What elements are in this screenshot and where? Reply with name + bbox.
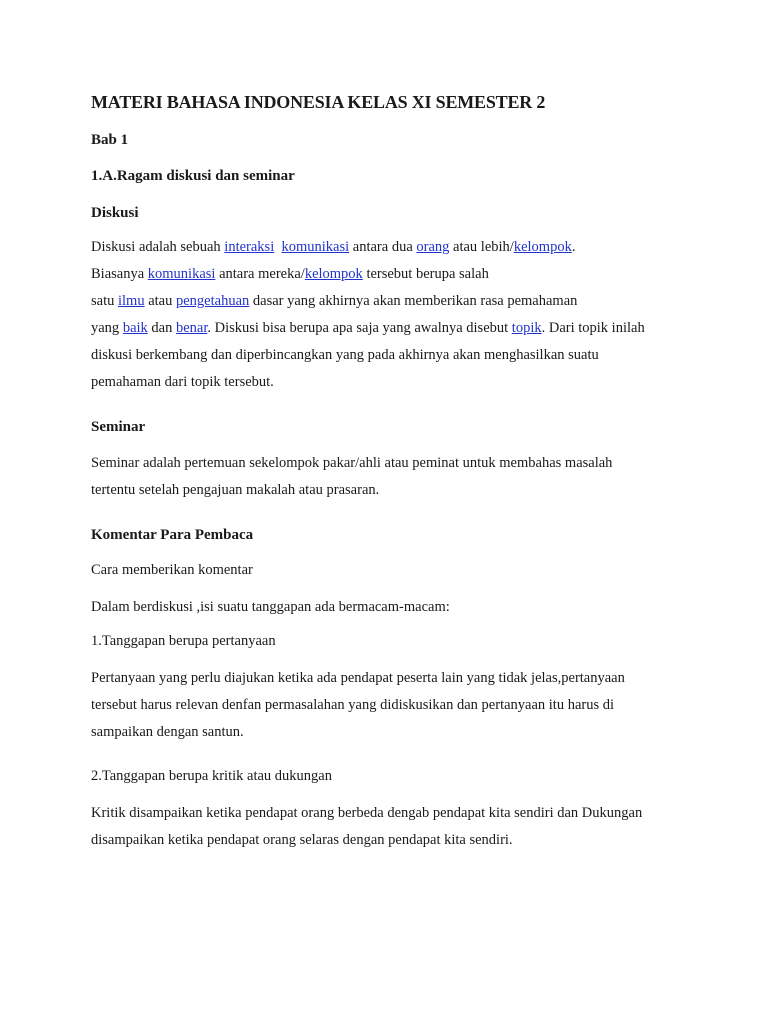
text-run: Diskusi adalah sebuah bbox=[91, 239, 225, 255]
tanggapan-1-line-3: sampaikan dengan santun. bbox=[91, 724, 244, 740]
text-run: yang bbox=[91, 320, 123, 336]
link-komunikasi-2[interactable]: komunikasi bbox=[147, 266, 216, 282]
tanggapan-1-line-2: tersebut harus relevan denfan permasalahan yang didiskusikan dan pertanyaan itu harus di bbox=[91, 697, 615, 713]
text-run: tersebut berupa salah bbox=[362, 266, 489, 282]
link-kelompok-2[interactable]: kelompok bbox=[304, 266, 363, 282]
text-run: satu bbox=[91, 293, 118, 309]
link-orang[interactable]: orang bbox=[416, 239, 450, 255]
seminar-heading: Seminar bbox=[91, 419, 146, 435]
diskusi-line-2 bbox=[91, 261, 489, 288]
cara-komentar-text: Cara memberikan komentar bbox=[91, 562, 253, 578]
dalam-berdiskusi-text: Dalam berdiskusi ,isi suatu tanggapan ada bermacam-macam: bbox=[91, 599, 450, 615]
link-ilmu[interactable]: ilmu bbox=[117, 293, 145, 309]
tanggapan-1-line-1: Pertanyaan yang perlu diajukan ketika ada pendapat peserta lain yang tidak jelas,pertanyaan bbox=[91, 670, 625, 686]
diskusi-line-5: diskusi berkembang dan diperbincangkan yang pada akhirnya akan menghasilkan suatu bbox=[91, 347, 599, 363]
link-komunikasi[interactable]: komunikasi bbox=[281, 239, 350, 255]
text-run: . Dari topik inilah bbox=[541, 320, 645, 336]
tanggapan-2-heading: 2.Tanggapan berupa kritik atau dukungan bbox=[91, 768, 332, 784]
diskusi-line-3 bbox=[91, 288, 577, 315]
link-pengetahuan[interactable]: pengetahuan bbox=[175, 293, 250, 309]
chapter-heading: Bab 1 bbox=[91, 132, 129, 148]
seminar-line-1: Seminar adalah pertemuan sekelompok pakar/ahli atau peminat untuk membahas masalah bbox=[91, 455, 613, 471]
diskusi-line-6: pemahaman dari topik tersebut. bbox=[91, 374, 274, 390]
text-run: dan bbox=[147, 320, 176, 336]
text-run: atau bbox=[144, 293, 176, 309]
link-benar[interactable]: benar bbox=[175, 320, 208, 336]
diskusi-line-4 bbox=[91, 315, 645, 342]
text-run: . bbox=[571, 239, 576, 255]
link-topik[interactable]: topik bbox=[511, 320, 542, 336]
tanggapan-1-heading: 1.Tanggapan berupa pertanyaan bbox=[91, 633, 276, 649]
diskusi-heading: Diskusi bbox=[91, 205, 139, 221]
text-run: . Diskusi bisa berupa apa saja yang awalnya disebut bbox=[207, 320, 512, 336]
text-run: antara dua bbox=[349, 239, 417, 255]
tanggapan-2-line-2: disampaikan ketika pendapat orang selaras dengan pendapat kita sendiri. bbox=[91, 832, 513, 848]
link-baik[interactable]: baik bbox=[122, 320, 148, 336]
text-run: Biasanya bbox=[91, 266, 148, 282]
link-interaksi[interactable]: interaksi bbox=[224, 239, 275, 255]
tanggapan-2-line-1: Kritik disampaikan ketika pendapat orang berbeda dengab pendapat kita sendiri dan Dukungan bbox=[91, 805, 643, 821]
link-kelompok[interactable]: kelompok bbox=[513, 239, 572, 255]
text-run: antara mereka/ bbox=[215, 266, 305, 282]
komentar-heading: Komentar Para Pembaca bbox=[91, 527, 254, 543]
text-run: dasar yang akhirnya akan memberikan rasa pemahaman bbox=[249, 293, 578, 309]
section-heading: 1.A.Ragam diskusi dan seminar bbox=[91, 168, 295, 184]
diskusi-line-1 bbox=[91, 234, 575, 261]
document-title: MATERI BAHASA INDONESIA KELAS XI SEMESTER 2 bbox=[91, 92, 546, 112]
text-run: atau lebih/ bbox=[449, 239, 514, 255]
seminar-line-2: tertentu setelah pengajuan makalah atau prasaran. bbox=[91, 482, 380, 498]
